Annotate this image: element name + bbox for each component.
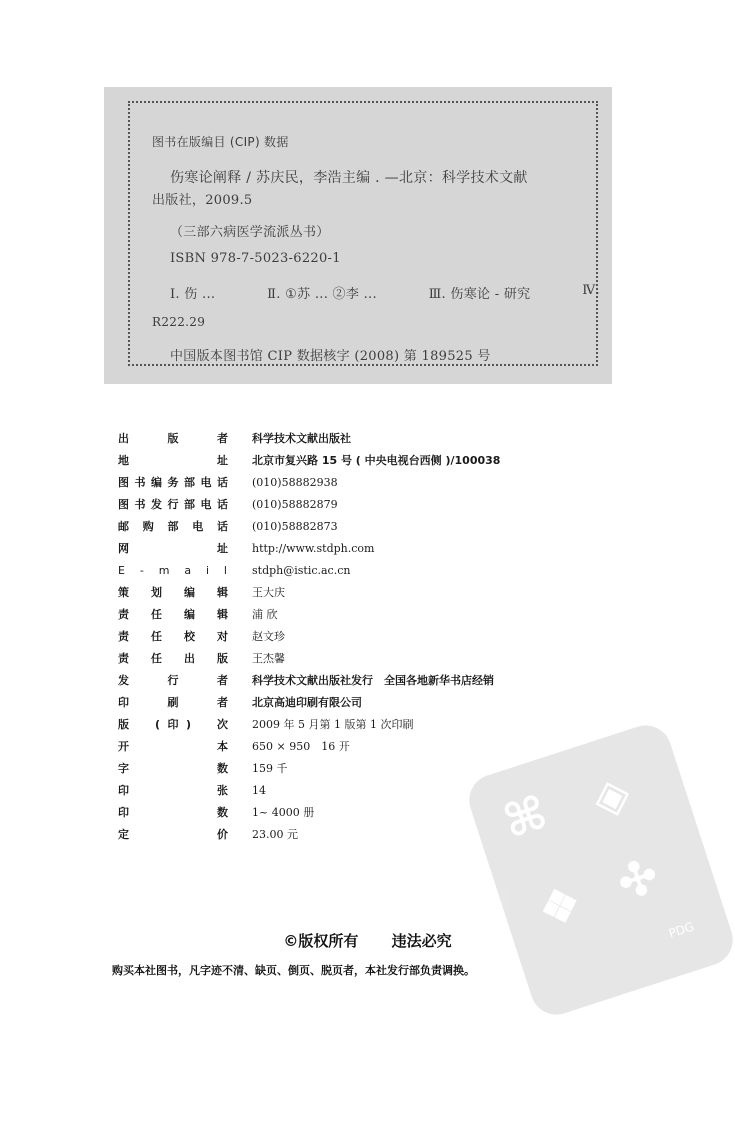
info-value: 14 xyxy=(252,783,266,797)
cip-class-code: R222.29 xyxy=(152,315,206,329)
cip-class-1: Ⅰ. 伤 ... xyxy=(170,287,216,302)
info-label: 发 行 者 xyxy=(118,674,228,687)
info-label: 版 (印) 次 xyxy=(118,718,228,731)
info-value: 王大庆 xyxy=(252,586,285,599)
info-row xyxy=(118,757,598,779)
info-label: 定 价 xyxy=(118,828,228,841)
info-label: 邮购部电话 xyxy=(118,520,228,533)
cip-class-4: Ⅳ. xyxy=(582,283,600,298)
info-value: (010)58882873 xyxy=(252,519,338,533)
info-value: stdph@istic.ac.cn xyxy=(252,563,351,577)
info-label: 字 数 xyxy=(118,762,228,775)
info-row xyxy=(118,449,598,471)
info-label: 出 版 者 xyxy=(118,432,228,445)
cip-book-line: 伤寒论阐释 / 苏庆民，李浩主编 . —北京：科学技术文献 xyxy=(170,170,528,186)
cip-series: （三部六病医学流派丛书） xyxy=(170,225,330,240)
copyright-line xyxy=(0,930,735,951)
info-row xyxy=(118,801,598,823)
return-notice: 购买本社图书，凡字迹不清、缺页、倒页、脱页者，本社发行部负责调换。 xyxy=(112,964,475,977)
info-row xyxy=(118,735,598,757)
info-value: 23.00 元 xyxy=(252,828,298,841)
cip-title: 图书在版编目 (CIP) 数据 xyxy=(152,135,289,149)
info-value: 赵文珍 xyxy=(252,630,285,643)
cip-border xyxy=(128,101,598,366)
publication-info xyxy=(118,427,598,845)
cip-class-2: Ⅱ. ①苏 ... ②李 ... xyxy=(267,287,377,302)
info-row xyxy=(118,669,598,691)
info-value: 159 千 xyxy=(252,762,288,775)
seal-glyph: ❖ xyxy=(531,874,588,939)
info-label: 责任出版 xyxy=(118,652,228,665)
info-label: 责任校对 xyxy=(118,630,228,643)
cip-book-line-cont: 出版社，2009.5 xyxy=(152,193,253,208)
info-value: 王杰馨 xyxy=(252,652,285,665)
info-label: 图书编务部电话 xyxy=(118,476,228,489)
info-value: http://www.stdph.com xyxy=(252,541,375,555)
seal-glyph: ◈ xyxy=(585,764,637,827)
info-row xyxy=(118,427,598,449)
cip-class-3: Ⅲ. 伤寒论 - 研究 xyxy=(428,287,531,302)
cip-box xyxy=(104,87,612,384)
cip-isbn: ISBN 978-7-5023-6220-1 xyxy=(170,251,341,266)
info-row xyxy=(118,713,598,735)
seal-glyph: ⌘ xyxy=(496,784,554,850)
info-row xyxy=(118,471,598,493)
info-value: (010)58882938 xyxy=(252,475,338,489)
info-value: 科学技术文献出版社发行 全国各地新华书店经销 xyxy=(252,674,494,687)
info-label: 图书发行部电话 xyxy=(118,498,228,511)
info-row xyxy=(118,647,598,669)
info-value: 北京市复兴路 15 号 ( 中央电视台西侧 )/100038 xyxy=(252,454,501,467)
info-value: 科学技术文献出版社 xyxy=(252,432,351,445)
copyright-text: ©版权所有 xyxy=(283,932,359,950)
info-row xyxy=(118,581,598,603)
info-value: 北京高迪印刷有限公司 xyxy=(252,696,362,709)
copyright-warning: 违法必究 xyxy=(391,932,452,950)
info-row xyxy=(118,625,598,647)
info-label: 印 张 xyxy=(118,784,228,797)
info-row xyxy=(118,493,598,515)
cip-record: 中国版本图书馆 CIP 数据核字 (2008) 第 189525 号 xyxy=(170,349,491,364)
info-label: E - m a i l xyxy=(118,563,228,577)
info-row xyxy=(118,559,598,581)
cip-classification xyxy=(170,283,600,302)
seal-label: PDG xyxy=(666,919,696,941)
info-value: (010)58882879 xyxy=(252,497,338,511)
info-value: 2009 年 5 月第 1 版第 1 次印刷 xyxy=(252,718,414,731)
info-row xyxy=(118,537,598,559)
info-row xyxy=(118,779,598,801)
info-label: 责任编辑 xyxy=(118,608,228,621)
seal-glyph: ✣ xyxy=(611,847,665,911)
info-label: 地 址 xyxy=(118,454,228,467)
info-row xyxy=(118,515,598,537)
info-row xyxy=(118,691,598,713)
info-label: 开 本 xyxy=(118,740,228,753)
info-row xyxy=(118,823,598,845)
info-label: 印 数 xyxy=(118,806,228,819)
info-value: 650 × 950 16 开 xyxy=(252,740,350,753)
info-value: 浦 欣 xyxy=(252,608,278,621)
info-label: 策划编辑 xyxy=(118,586,228,599)
info-value: 1~ 4000 册 xyxy=(252,806,315,819)
info-label: 网 址 xyxy=(118,542,228,555)
info-row xyxy=(118,603,598,625)
info-label: 印 刷 者 xyxy=(118,696,228,709)
